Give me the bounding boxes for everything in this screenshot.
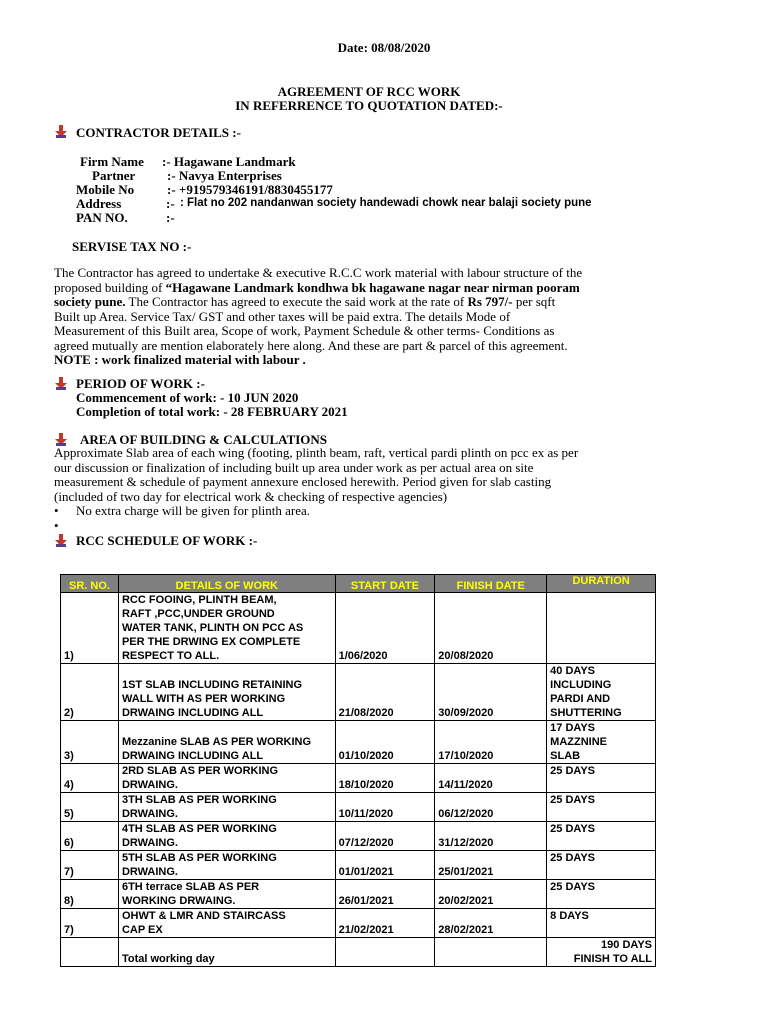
bullet-dot-icon: • [54, 503, 59, 518]
row-sr-no: 7) [61, 851, 119, 880]
project-location: society pune. [54, 294, 126, 309]
details-line: 6TH terrace SLAB AS PER [121, 881, 260, 893]
details-line: DRWAING. [121, 866, 178, 878]
header-details: DETAILS OF WORK [118, 575, 335, 593]
duration-line: 17 DAYS [550, 722, 595, 734]
details-line: DRWAING. [121, 837, 178, 849]
table-row [61, 664, 656, 721]
row-sr-no: 5) [61, 793, 119, 822]
row-start-date: 10/11/2020 [335, 793, 435, 822]
row-sr-no: 6) [61, 822, 119, 851]
details-line: WALL WITH AS PER WORKING [121, 693, 286, 705]
row-duration [547, 822, 656, 851]
row-sr-no: 8) [61, 880, 119, 909]
details-line: RESPECT TO ALL. [121, 650, 220, 662]
area-line: our discussion or finalization of including built up area under work as per actual area on site [54, 459, 534, 475]
row-start-date: 26/01/2021 [335, 880, 435, 909]
table-row [61, 593, 656, 664]
details-line: DRWAING. [121, 779, 178, 791]
row-details [118, 793, 335, 822]
table-row [61, 822, 656, 851]
row-sr-no: 2) [61, 664, 119, 721]
area-line: measurement & schedule of payment annexure enclosed herewith. Period given for slab casting [54, 474, 552, 489]
address-label: Address [76, 196, 122, 211]
duration-line: 25 DAYS [550, 823, 595, 835]
paragraph-text: The Contractor has agreed to execute the said work at the rate of [125, 294, 468, 309]
row-duration [547, 909, 656, 938]
pan-label: PAN NO. [76, 210, 128, 225]
row-sr-no: 4) [61, 764, 119, 793]
details-line: RAFT ,PCC,UNDER GROUND [121, 608, 275, 620]
row-duration [547, 593, 656, 664]
total-row [61, 938, 656, 967]
arrow-bullet-icon [54, 533, 68, 547]
details-line: 3TH SLAB AS PER WORKING [121, 794, 277, 806]
row-details [118, 909, 335, 938]
total-duration-note: FINISH TO ALL [573, 953, 652, 965]
row-start-date: 18/10/2020 [335, 764, 435, 793]
row-finish-date: 06/12/2020 [435, 793, 547, 822]
row-details [118, 593, 335, 664]
arrow-bullet-icon [54, 376, 68, 390]
duration-line: 25 DAYS [550, 794, 595, 806]
row-sr-no: 3) [61, 721, 119, 764]
list-item-text: No extra charge will be given for plinth area. [76, 503, 311, 518]
duration-line: MAZZNINE [550, 736, 607, 748]
details-line: DRWAING INCLUDING ALL [121, 750, 264, 762]
paragraph-line: The Contractor has agreed to undertake & executive R.C.C work material with labour structure of the [54, 265, 583, 280]
area-paragraph [54, 446, 674, 504]
schedule-body [61, 593, 656, 967]
duration-line: 8 DAYS [550, 910, 589, 922]
row-finish-date: 31/12/2020 [435, 822, 547, 851]
row-details [118, 664, 335, 721]
paragraph-line: Built up Area. Service Tax/ GST and other taxes will be paid extra. The details Mode of [54, 308, 511, 324]
details-line: RCC FOOING, PLINTH BEAM, [121, 594, 277, 606]
service-tax-label: SERVISE TAX NO :- [72, 239, 192, 254]
project-name: “Hagawane Landmark kondhwa bk hagawane nagar near nirman pooram [165, 279, 580, 295]
total-label: Total working day [118, 938, 335, 967]
note-line: NOTE : work finalized material with labour . [54, 352, 306, 367]
duration-line: 25 DAYS [550, 881, 595, 893]
row-finish-date: 17/10/2020 [435, 721, 547, 764]
row-details [118, 880, 335, 909]
agreement-paragraph [54, 266, 674, 368]
completion-date: Completion of total work: - 28 FEBRUARY 2021 [76, 404, 348, 419]
schedule-table [60, 574, 656, 967]
details-line: DRWAING INCLUDING ALL [121, 707, 264, 719]
details-line: 5TH SLAB AS PER WORKING [121, 852, 277, 864]
area-bullet-list [54, 504, 310, 533]
area-line: Approximate Slab area of each wing (footing, plinth beam, raft, vertical pardi plinth on pcc ex as per [54, 445, 579, 460]
row-start-date: 07/12/2020 [335, 822, 435, 851]
rate-value: Rs 797/- [467, 294, 513, 309]
document-title: AGREEMENT OF RCC WORK [277, 84, 461, 99]
details-line: DRWAING. [121, 808, 178, 820]
row-start-date: 21/08/2020 [335, 664, 435, 721]
mobile-value: :- +919579346191/8830455177 [167, 182, 333, 197]
header-sr-no: SR. NO. [61, 575, 119, 593]
details-line: 2RD SLAB AS PER WORKING [121, 765, 279, 777]
details-line: 1ST SLAB INCLUDING RETAINING [121, 679, 303, 691]
mobile-label: Mobile No [76, 182, 135, 197]
header-start-date: START DATE [335, 575, 435, 593]
table-row [61, 793, 656, 822]
total-duration [547, 938, 656, 967]
row-details [118, 721, 335, 764]
row-finish-date: 25/01/2021 [435, 851, 547, 880]
duration-line: 25 DAYS [550, 765, 595, 777]
details-line: WATER TANK, PLINTH ON PCC AS [121, 622, 304, 634]
row-duration [547, 880, 656, 909]
period-heading: PERIOD OF WORK :- [76, 376, 205, 391]
row-duration [547, 721, 656, 764]
paragraph-line [54, 295, 674, 310]
partner-value: :- Navya Enterprises [167, 168, 282, 183]
row-details [118, 764, 335, 793]
row-start-date: 1/06/2020 [335, 593, 435, 664]
details-line: PER THE DRWING EX COMPLETE [121, 636, 301, 648]
duration-line: SHUTTERING [550, 707, 622, 719]
table-header-row [61, 575, 656, 593]
duration-line: PARDI AND [550, 693, 611, 705]
area-heading: AREA OF BUILDING & CALCULATIONS [80, 432, 328, 447]
address-separator: :- [166, 196, 175, 211]
commencement-date: Commencement of work: - 10 JUN 2020 [76, 390, 299, 405]
row-details [118, 851, 335, 880]
duration-line: 25 DAYS [550, 852, 595, 864]
row-finish-date: 14/11/2020 [435, 764, 547, 793]
row-sr-no: 1) [61, 593, 119, 664]
paragraph-line: agreed mutually are mention elaborately here along. And these are part & parcel of this agreement. [54, 337, 568, 353]
list-item [54, 519, 310, 534]
document-date: Date: 08/08/2020 [337, 40, 431, 55]
details-line: WORKING DRWAING. [121, 895, 236, 907]
paragraph-line [54, 281, 674, 296]
row-finish-date: 30/09/2020 [435, 664, 547, 721]
partner-label: Partner [92, 168, 136, 183]
row-details [118, 822, 335, 851]
arrow-bullet-icon [54, 124, 68, 138]
table-row [61, 851, 656, 880]
row-duration [547, 793, 656, 822]
total-duration-days: 190 DAYS [601, 939, 652, 951]
table-row [61, 764, 656, 793]
firm-name-label: Firm Name [80, 154, 144, 169]
document-subtitle: IN REFERRENCE TO QUOTATION DATED:- [235, 98, 503, 113]
row-finish-date: 20/02/2021 [435, 880, 547, 909]
row-duration [547, 664, 656, 721]
address-value: : Flat no 202 nandanwan society handewadi chowk near balaji society pune [180, 197, 592, 209]
duration-line: SLAB [550, 750, 581, 762]
row-start-date: 01/10/2020 [335, 721, 435, 764]
table-row [61, 880, 656, 909]
paragraph-text: per sqft [512, 294, 556, 309]
row-duration [547, 764, 656, 793]
row-finish-date: 20/08/2020 [435, 593, 547, 664]
table-row [61, 909, 656, 938]
details-line: Mezzanine SLAB AS PER WORKING [121, 736, 312, 748]
row-start-date: 01/01/2021 [335, 851, 435, 880]
total-finish-empty [435, 938, 547, 967]
details-line: 4TH SLAB AS PER WORKING [121, 823, 277, 835]
row-finish-date: 28/02/2021 [435, 909, 547, 938]
total-sr-empty [61, 938, 119, 967]
firm-name-value: :- Hagawane Landmark [162, 154, 296, 169]
details-line: CAP EX [121, 924, 163, 936]
header-finish-date: FINISH DATE [435, 575, 547, 593]
area-line: (included of two day for electrical work & checking of respective agencies) [54, 488, 448, 504]
paragraph-text: proposed building of [54, 279, 166, 295]
duration-line: 40 DAYS [550, 665, 595, 677]
row-start-date: 21/02/2021 [335, 909, 435, 938]
duration-line: INCLUDING [550, 679, 612, 691]
pan-value: :- [166, 210, 175, 225]
bullet-dot-icon: • [54, 517, 59, 533]
paragraph-line: Measurement of this Built area, Scope of work, Payment Schedule & other terms- Conditions as [54, 323, 555, 338]
contractor-heading: CONTRACTOR DETAILS :- [76, 125, 241, 140]
row-sr-no: 7) [61, 909, 119, 938]
list-item [54, 504, 310, 519]
total-start-empty [335, 938, 435, 967]
schedule-heading: RCC SCHEDULE OF WORK :- [76, 533, 258, 548]
row-duration [547, 851, 656, 880]
details-line: OHWT & LMR AND STAIRCASS [121, 910, 286, 922]
header-duration: DURATION [547, 575, 656, 593]
table-row [61, 721, 656, 764]
arrow-bullet-icon [54, 432, 68, 446]
